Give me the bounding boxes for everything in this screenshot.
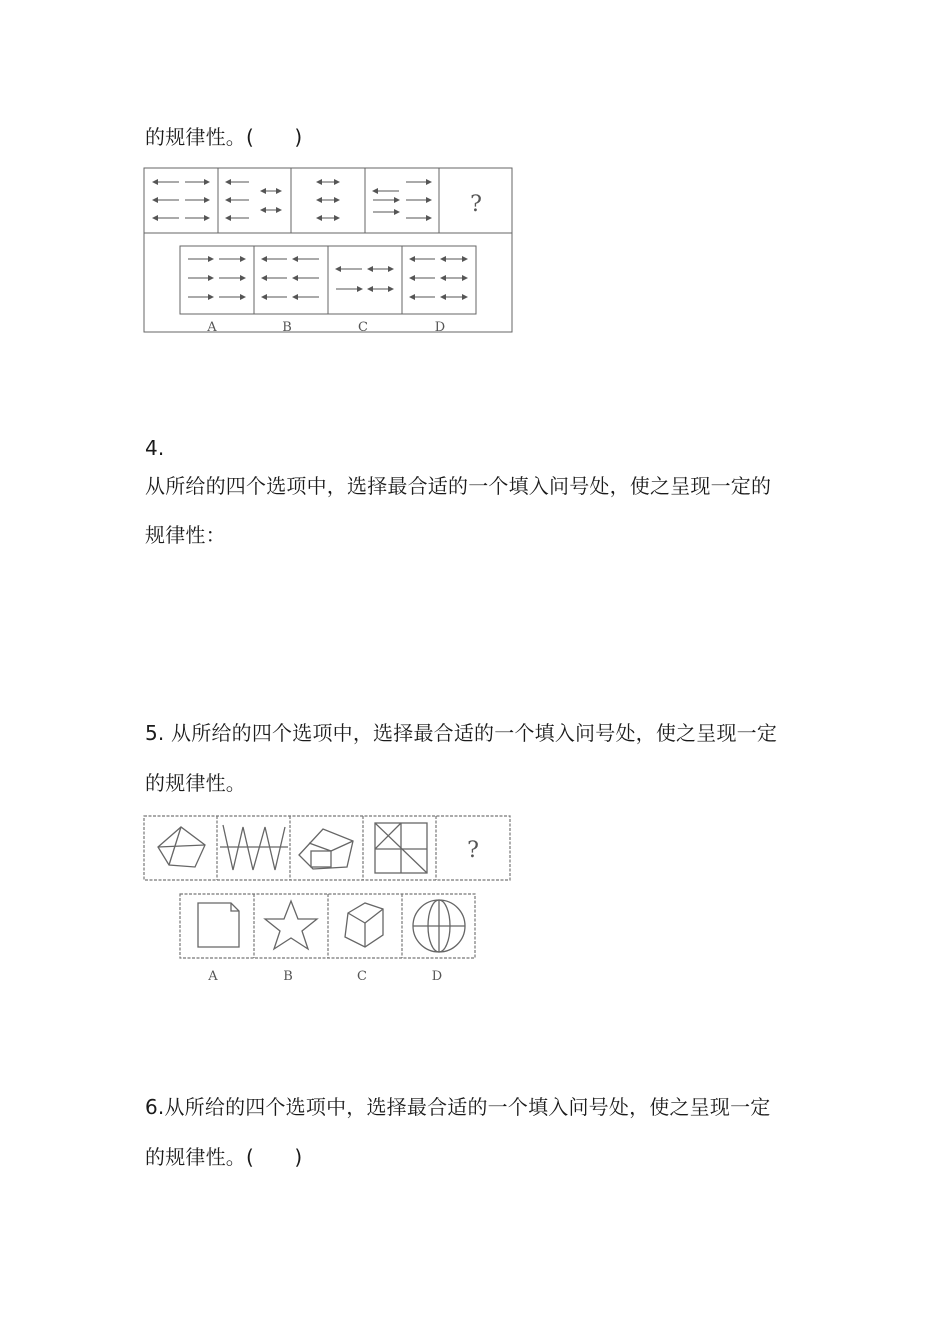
q4-line-2: 规律性： — [145, 523, 226, 547]
q4-line-1: 从所给的四个选项中，选择最合适的一个填入问号处，使之呈现一定的 — [145, 474, 772, 498]
q4-number: 4. — [145, 436, 165, 460]
q6-line-1: 6.从所给的四个选项中，选择最合适的一个填入问号处，使之呈现一定 — [145, 1095, 771, 1119]
q3-tail-text: 的规律性。( ) — [145, 125, 303, 149]
q5-question-mark: ? — [467, 838, 479, 863]
q5-line-2: 的规律性。 — [145, 771, 246, 795]
q5-shape-figure — [143, 815, 513, 985]
q3-arrow-figure — [143, 167, 515, 335]
q5-line-1: 5. 从所给的四个选项中，选择最合适的一个填入问号处，使之呈现一定 — [145, 721, 778, 745]
q5-option-d-label: D — [431, 969, 443, 984]
q5-option-b-label: B — [283, 969, 293, 984]
q3-option-b-label: B — [282, 320, 292, 335]
q3-option-d-label: D — [434, 320, 446, 335]
q3-option-c-label: C — [358, 320, 368, 335]
q6-line-2: 的规律性。( ) — [145, 1145, 303, 1169]
q3-option-a-label: A — [207, 320, 217, 335]
q3-question-mark: ? — [470, 192, 482, 217]
q5-option-c-label: C — [357, 969, 367, 984]
q5-option-a-label: A — [208, 969, 218, 984]
